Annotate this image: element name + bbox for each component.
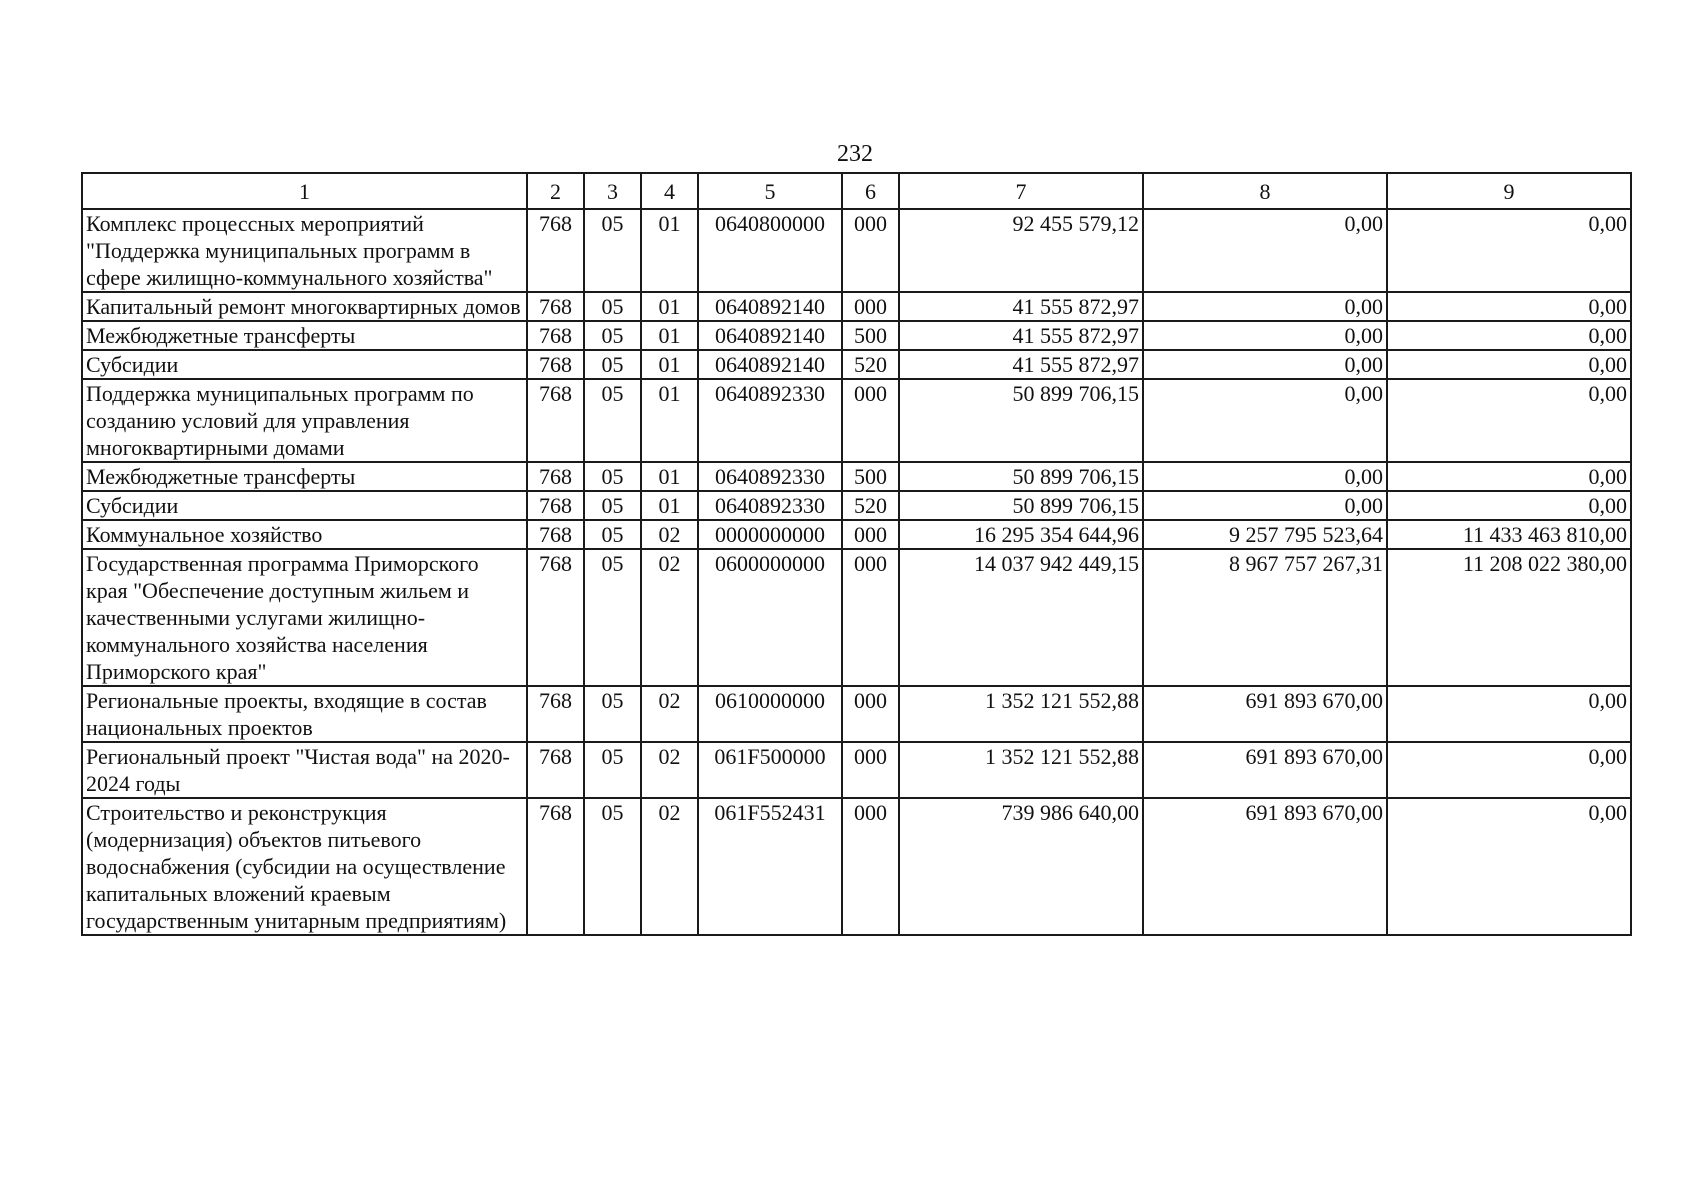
cell-expense-type-code: 000 bbox=[842, 549, 899, 686]
column-header-6: 6 bbox=[842, 173, 899, 209]
cell-target-article-code: 0000000000 bbox=[698, 520, 842, 549]
cell-target-article-code: 0600000000 bbox=[698, 549, 842, 686]
cell-amount-col8: 0,00 bbox=[1143, 491, 1387, 520]
cell-subsection-code: 02 bbox=[641, 686, 698, 742]
cell-amount-col7: 92 455 579,12 bbox=[899, 209, 1143, 292]
cell-amount-col7: 41 555 872,97 bbox=[899, 292, 1143, 321]
cell-expense-type-code: 000 bbox=[842, 209, 899, 292]
row-description: Капитальный ремонт многоквартирных домов bbox=[82, 292, 527, 321]
cell-target-article-code: 0640892330 bbox=[698, 462, 842, 491]
cell-amount-col9: 0,00 bbox=[1387, 491, 1631, 520]
cell-expense-type-code: 000 bbox=[842, 520, 899, 549]
cell-section-code: 05 bbox=[584, 462, 641, 491]
cell-amount-col9: 0,00 bbox=[1387, 742, 1631, 798]
row-description: Субсидии bbox=[82, 491, 527, 520]
cell-amount-col7: 50 899 706,15 bbox=[899, 379, 1143, 462]
cell-subsection-code: 02 bbox=[641, 798, 698, 935]
cell-subsection-code: 01 bbox=[641, 491, 698, 520]
cell-amount-col8: 0,00 bbox=[1143, 292, 1387, 321]
column-header-2: 2 bbox=[527, 173, 584, 209]
cell-expense-type-code: 500 bbox=[842, 462, 899, 491]
row-description: Региональные проекты, входящие в состав национальных проектов bbox=[82, 686, 527, 742]
cell-section-code: 05 bbox=[584, 549, 641, 686]
cell-amount-col7: 50 899 706,15 bbox=[899, 491, 1143, 520]
table-row bbox=[82, 379, 1631, 462]
column-header-3: 3 bbox=[584, 173, 641, 209]
cell-subsection-code: 01 bbox=[641, 379, 698, 462]
cell-ministry-code: 768 bbox=[527, 379, 584, 462]
cell-ministry-code: 768 bbox=[527, 742, 584, 798]
cell-amount-col7: 739 986 640,00 bbox=[899, 798, 1143, 935]
cell-amount-col9: 0,00 bbox=[1387, 209, 1631, 292]
cell-ministry-code: 768 bbox=[527, 292, 584, 321]
cell-subsection-code: 02 bbox=[641, 520, 698, 549]
cell-target-article-code: 0640892140 bbox=[698, 292, 842, 321]
table-row bbox=[82, 798, 1631, 935]
cell-ministry-code: 768 bbox=[527, 686, 584, 742]
cell-ministry-code: 768 bbox=[527, 798, 584, 935]
cell-ministry-code: 768 bbox=[527, 209, 584, 292]
cell-section-code: 05 bbox=[584, 292, 641, 321]
cell-ministry-code: 768 bbox=[527, 321, 584, 350]
cell-amount-col7: 1 352 121 552,88 bbox=[899, 742, 1143, 798]
cell-amount-col8: 691 893 670,00 bbox=[1143, 798, 1387, 935]
cell-section-code: 05 bbox=[584, 686, 641, 742]
cell-amount-col7: 41 555 872,97 bbox=[899, 350, 1143, 379]
cell-ministry-code: 768 bbox=[527, 462, 584, 491]
table-row bbox=[82, 462, 1631, 491]
cell-subsection-code: 02 bbox=[641, 742, 698, 798]
cell-ministry-code: 768 bbox=[527, 549, 584, 686]
row-description: Региональный проект "Чистая вода" на 2020-2024 годы bbox=[82, 742, 527, 798]
cell-amount-col8: 691 893 670,00 bbox=[1143, 742, 1387, 798]
cell-amount-col8: 0,00 bbox=[1143, 209, 1387, 292]
cell-amount-col7: 1 352 121 552,88 bbox=[899, 686, 1143, 742]
cell-ministry-code: 768 bbox=[527, 491, 584, 520]
table-row bbox=[82, 742, 1631, 798]
cell-amount-col8: 9 257 795 523,64 bbox=[1143, 520, 1387, 549]
cell-amount-col7: 41 555 872,97 bbox=[899, 321, 1143, 350]
cell-subsection-code: 01 bbox=[641, 462, 698, 491]
cell-ministry-code: 768 bbox=[527, 350, 584, 379]
cell-subsection-code: 01 bbox=[641, 321, 698, 350]
column-header-8: 8 bbox=[1143, 173, 1387, 209]
row-description: Поддержка муниципальных программ по созданию условий для управления многоквартирными домами bbox=[82, 379, 527, 462]
row-description: Межбюджетные трансферты bbox=[82, 462, 527, 491]
cell-expense-type-code: 000 bbox=[842, 798, 899, 935]
cell-section-code: 05 bbox=[584, 350, 641, 379]
row-description: Комплекс процессных мероприятий "Поддержка муниципальных программ в сфере жилищно-коммунального хозяйства" bbox=[82, 209, 527, 292]
cell-section-code: 05 bbox=[584, 209, 641, 292]
cell-amount-col8: 0,00 bbox=[1143, 462, 1387, 491]
cell-target-article-code: 061F552431 bbox=[698, 798, 842, 935]
table-row bbox=[82, 686, 1631, 742]
cell-expense-type-code: 500 bbox=[842, 321, 899, 350]
cell-section-code: 05 bbox=[584, 491, 641, 520]
table-body bbox=[82, 209, 1631, 935]
cell-amount-col8: 691 893 670,00 bbox=[1143, 686, 1387, 742]
cell-target-article-code: 0640800000 bbox=[698, 209, 842, 292]
cell-expense-type-code: 520 bbox=[842, 350, 899, 379]
cell-amount-col9: 0,00 bbox=[1387, 350, 1631, 379]
cell-expense-type-code: 000 bbox=[842, 379, 899, 462]
page-number: 232 bbox=[837, 141, 873, 167]
column-header-9: 9 bbox=[1387, 173, 1631, 209]
cell-amount-col9: 0,00 bbox=[1387, 379, 1631, 462]
cell-amount-col9: 11 433 463 810,00 bbox=[1387, 520, 1631, 549]
cell-amount-col9: 0,00 bbox=[1387, 686, 1631, 742]
cell-section-code: 05 bbox=[584, 742, 641, 798]
cell-subsection-code: 02 bbox=[641, 549, 698, 686]
cell-amount-col7: 16 295 354 644,96 bbox=[899, 520, 1143, 549]
cell-amount-col9: 0,00 bbox=[1387, 292, 1631, 321]
cell-amount-col9: 0,00 bbox=[1387, 462, 1631, 491]
cell-target-article-code: 0640892330 bbox=[698, 491, 842, 520]
cell-subsection-code: 01 bbox=[641, 292, 698, 321]
cell-section-code: 05 bbox=[584, 520, 641, 549]
cell-ministry-code: 768 bbox=[527, 520, 584, 549]
budget-table bbox=[81, 172, 1632, 936]
cell-expense-type-code: 000 bbox=[842, 742, 899, 798]
header-row bbox=[82, 173, 1631, 209]
cell-target-article-code: 0610000000 bbox=[698, 686, 842, 742]
table-row bbox=[82, 491, 1631, 520]
cell-expense-type-code: 000 bbox=[842, 292, 899, 321]
column-header-1: 1 bbox=[82, 173, 527, 209]
row-description: Субсидии bbox=[82, 350, 527, 379]
cell-target-article-code: 0640892140 bbox=[698, 350, 842, 379]
cell-target-article-code: 0640892330 bbox=[698, 379, 842, 462]
table-row bbox=[82, 292, 1631, 321]
cell-section-code: 05 bbox=[584, 321, 641, 350]
cell-amount-col9: 0,00 bbox=[1387, 321, 1631, 350]
cell-subsection-code: 01 bbox=[641, 350, 698, 379]
cell-target-article-code: 0640892140 bbox=[698, 321, 842, 350]
column-header-5: 5 bbox=[698, 173, 842, 209]
cell-expense-type-code: 000 bbox=[842, 686, 899, 742]
cell-amount-col8: 0,00 bbox=[1143, 379, 1387, 462]
cell-amount-col9: 0,00 bbox=[1387, 798, 1631, 935]
table-row bbox=[82, 520, 1631, 549]
cell-section-code: 05 bbox=[584, 798, 641, 935]
row-description: Коммунальное хозяйство bbox=[82, 520, 527, 549]
cell-target-article-code: 061F500000 bbox=[698, 742, 842, 798]
table-row bbox=[82, 321, 1631, 350]
cell-amount-col7: 14 037 942 449,15 bbox=[899, 549, 1143, 686]
cell-section-code: 05 bbox=[584, 379, 641, 462]
table-row bbox=[82, 549, 1631, 686]
row-description: Строительство и реконструкция (модернизация) объектов питьевого водоснабжения (субсидии на осуществление капитальных вложений краевым государственным унитарным предприятиям) bbox=[82, 798, 527, 935]
column-header-7: 7 bbox=[899, 173, 1143, 209]
cell-amount-col7: 50 899 706,15 bbox=[899, 462, 1143, 491]
cell-amount-col9: 11 208 022 380,00 bbox=[1387, 549, 1631, 686]
table-row bbox=[82, 209, 1631, 292]
cell-amount-col8: 0,00 bbox=[1143, 321, 1387, 350]
table-row bbox=[82, 350, 1631, 379]
cell-expense-type-code: 520 bbox=[842, 491, 899, 520]
cell-amount-col8: 0,00 bbox=[1143, 350, 1387, 379]
cell-amount-col8: 8 967 757 267,31 bbox=[1143, 549, 1387, 686]
cell-subsection-code: 01 bbox=[641, 209, 698, 292]
row-description: Межбюджетные трансферты bbox=[82, 321, 527, 350]
row-description: Государственная программа Приморского края "Обеспечение доступным жильем и качественными услугами жилищно-коммунального хозяйства населения Приморского края" bbox=[82, 549, 527, 686]
column-header-4: 4 bbox=[641, 173, 698, 209]
